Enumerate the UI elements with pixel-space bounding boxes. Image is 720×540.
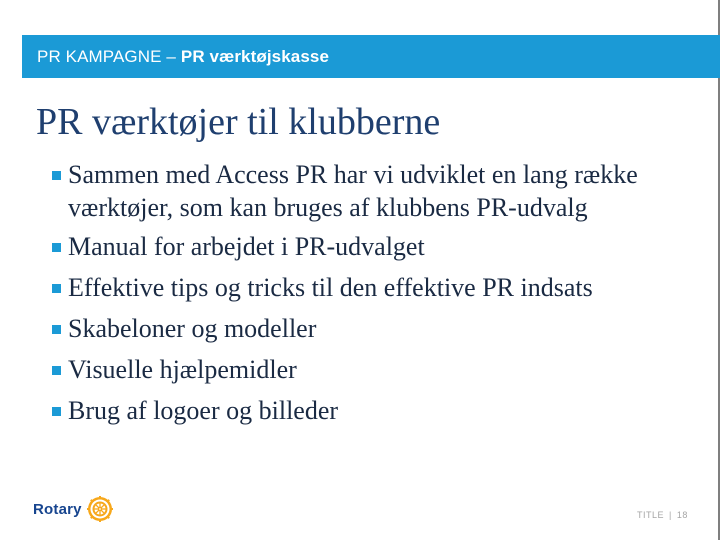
header-band xyxy=(22,35,720,78)
bullet-item xyxy=(52,394,702,427)
page-number: 18 xyxy=(676,510,688,520)
square-bullet-icon xyxy=(52,243,61,252)
bullet-item xyxy=(52,271,702,304)
header-title: PR værktøjskasse xyxy=(180,46,329,66)
slide-title: PR værktøjer til klubberne xyxy=(36,101,441,143)
bullet-text: Sammen med Access PR har vi udviklet en lang række værktøjer, som kan bruges af klubbens PR-udvalg xyxy=(68,160,638,222)
square-bullet-icon xyxy=(52,171,61,180)
bullet-item xyxy=(52,312,702,345)
bullet-text: Skabeloner og modeller xyxy=(68,314,317,343)
rotary-logo-text: Rotary xyxy=(33,500,82,518)
footer-separator: | xyxy=(669,510,672,520)
bullet-text: Manual for arbejdet i PR-udvalget xyxy=(68,232,425,261)
rotary-logo xyxy=(33,495,114,523)
square-bullet-icon xyxy=(52,325,61,334)
bullet-item xyxy=(52,353,702,386)
bullet-item xyxy=(52,230,702,263)
square-bullet-icon xyxy=(52,366,61,375)
bullet-text: Brug af logoer og billeder xyxy=(68,396,339,425)
square-bullet-icon xyxy=(52,284,61,293)
bullet-item xyxy=(52,158,702,224)
footer-meta xyxy=(637,510,688,520)
bullet-text: Visuelle hjælpemidler xyxy=(68,355,297,384)
header-prefix: PR KAMPAGNE – xyxy=(37,46,176,66)
rotary-wheel-icon xyxy=(86,495,114,523)
footer-title-label: TITLE xyxy=(637,510,665,520)
bullet-text: Effektive tips og tricks til den effektive PR indsats xyxy=(68,273,593,302)
square-bullet-icon xyxy=(52,407,61,416)
bullet-list xyxy=(52,158,702,435)
